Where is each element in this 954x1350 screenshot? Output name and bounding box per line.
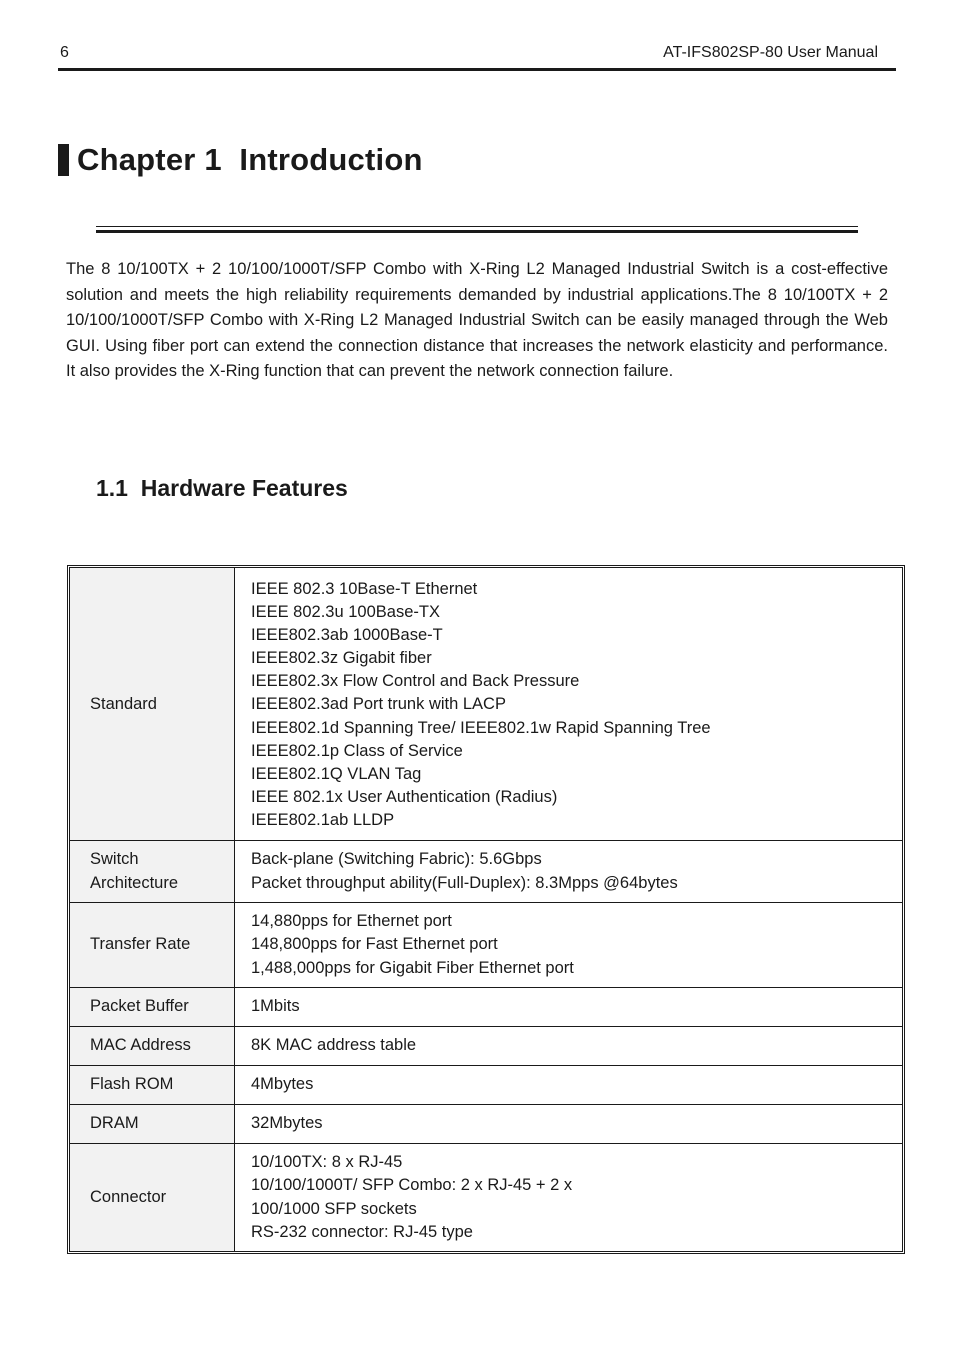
chapter-title: Chapter 1 Introduction bbox=[77, 142, 423, 177]
intro-paragraph: The 8 10/100TX + 2 10/100/1000T/SFP Combo with X-Ring L2 Managed Industrial Switch is a cost-effective solution and meets the high reliability requirements demanded by industrial applications.The 8 10/100TX + 2 10/100/1000T/SFP Combo with X-Ring L2 Managed Industrial Switch can be easily managed through the Web GUI. Using fiber port can extend the connection distance that increases the network elasticity and performance. It also provides the X-Ring function that can prevent the network connection failure. bbox=[66, 260, 888, 381]
feature-value: IEEE 802.3 10Base-T Ethernet bbox=[251, 579, 478, 598]
feature-value: IEEE802.3z Gigabit fiber bbox=[251, 649, 432, 668]
feature-label: DRAM bbox=[90, 1114, 139, 1133]
manual-title: AT-IFS802SP-80 User Manual bbox=[663, 44, 878, 61]
feature-value: RS-232 connector: RJ-45 type bbox=[251, 1222, 473, 1241]
feature-label: Flash ROM bbox=[90, 1075, 174, 1094]
feature-value: IEEE802.1Q VLAN Tag bbox=[251, 764, 422, 783]
table-row bbox=[70, 568, 902, 840]
feature-value: IEEE802.1ab LLDP bbox=[251, 810, 395, 829]
feature-value: 8K MAC address table bbox=[251, 1036, 417, 1055]
feature-label-cell bbox=[70, 1026, 235, 1065]
feature-label-cell bbox=[70, 568, 235, 840]
page-number: 6 bbox=[60, 44, 69, 61]
feature-value-cell bbox=[235, 902, 902, 987]
table-row bbox=[70, 840, 902, 902]
feature-value: 10/100/1000T/ SFP Combo: 2 x RJ-45 + 2 x bbox=[251, 1176, 573, 1195]
feature-value-cell bbox=[235, 1143, 902, 1251]
feature-value: IEEE802.1p Class of Service bbox=[251, 741, 463, 760]
feature-value: IEEE802.3ab 1000Base-T bbox=[251, 626, 443, 645]
hardware-features-body bbox=[70, 568, 902, 1251]
feature-value: 1,488,000pps for Gigabit Fiber Ethernet port bbox=[251, 958, 574, 977]
feature-value-cell bbox=[235, 1026, 902, 1065]
feature-value: Back-plane (Switching Fabric): 5.6Gbps bbox=[251, 850, 542, 869]
feature-value: 148,800pps for Fast Ethernet port bbox=[251, 935, 498, 954]
chapter-divider bbox=[96, 226, 858, 233]
hardware-features-table bbox=[67, 565, 905, 1254]
feature-value: IEEE 802.3u 100Base-TX bbox=[251, 603, 440, 622]
feature-label-cell bbox=[70, 840, 235, 902]
feature-value: 1Mbits bbox=[251, 997, 300, 1016]
feature-value: 32Mbytes bbox=[251, 1114, 323, 1133]
table-row bbox=[70, 902, 902, 987]
feature-value-cell bbox=[235, 1104, 902, 1143]
feature-label: MAC Address bbox=[90, 1036, 191, 1055]
feature-label-cell bbox=[70, 1104, 235, 1143]
section-heading: 1.1 Hardware Features bbox=[96, 475, 348, 501]
table-row bbox=[70, 1026, 902, 1065]
feature-value-cell bbox=[235, 568, 902, 840]
feature-label: Switch bbox=[90, 850, 139, 869]
feature-value: Packet throughput ability(Full-Duplex): 8.3Mpps @64bytes bbox=[251, 873, 678, 892]
feature-label-cell bbox=[70, 1065, 235, 1104]
feature-value: 4Mbytes bbox=[251, 1075, 314, 1094]
feature-value: 100/1000 SFP sockets bbox=[251, 1199, 417, 1218]
feature-label-cell bbox=[70, 987, 235, 1026]
feature-label: Transfer Rate bbox=[90, 935, 191, 954]
feature-value: IEEE802.3x Flow Control and Back Pressure bbox=[251, 672, 580, 691]
feature-label: Connector bbox=[90, 1187, 167, 1206]
table-row bbox=[70, 1065, 902, 1104]
feature-label: Standard bbox=[90, 695, 157, 714]
feature-label-cell bbox=[70, 1143, 235, 1251]
feature-label: Architecture bbox=[90, 873, 179, 892]
chapter-heading bbox=[58, 140, 423, 180]
table-row bbox=[70, 1104, 902, 1143]
feature-value: IEEE802.3ad Port trunk with LACP bbox=[251, 695, 506, 714]
running-header bbox=[58, 42, 896, 71]
table-row bbox=[70, 987, 902, 1026]
feature-value: 14,880pps for Ethernet port bbox=[251, 912, 452, 931]
feature-value-cell bbox=[235, 1065, 902, 1104]
feature-label: Packet Buffer bbox=[90, 997, 189, 1016]
feature-label-cell bbox=[70, 902, 235, 987]
chapter-marker-bar bbox=[58, 144, 69, 176]
feature-value-cell bbox=[235, 987, 902, 1026]
feature-value: IEEE802.1d Spanning Tree/ IEEE802.1w Rapid Spanning Tree bbox=[251, 718, 711, 737]
feature-value-cell bbox=[235, 840, 902, 902]
feature-value: 10/100TX: 8 x RJ-45 bbox=[251, 1153, 403, 1172]
feature-value: IEEE 802.1x User Authentication (Radius) bbox=[251, 787, 558, 806]
table-row bbox=[70, 1143, 902, 1251]
